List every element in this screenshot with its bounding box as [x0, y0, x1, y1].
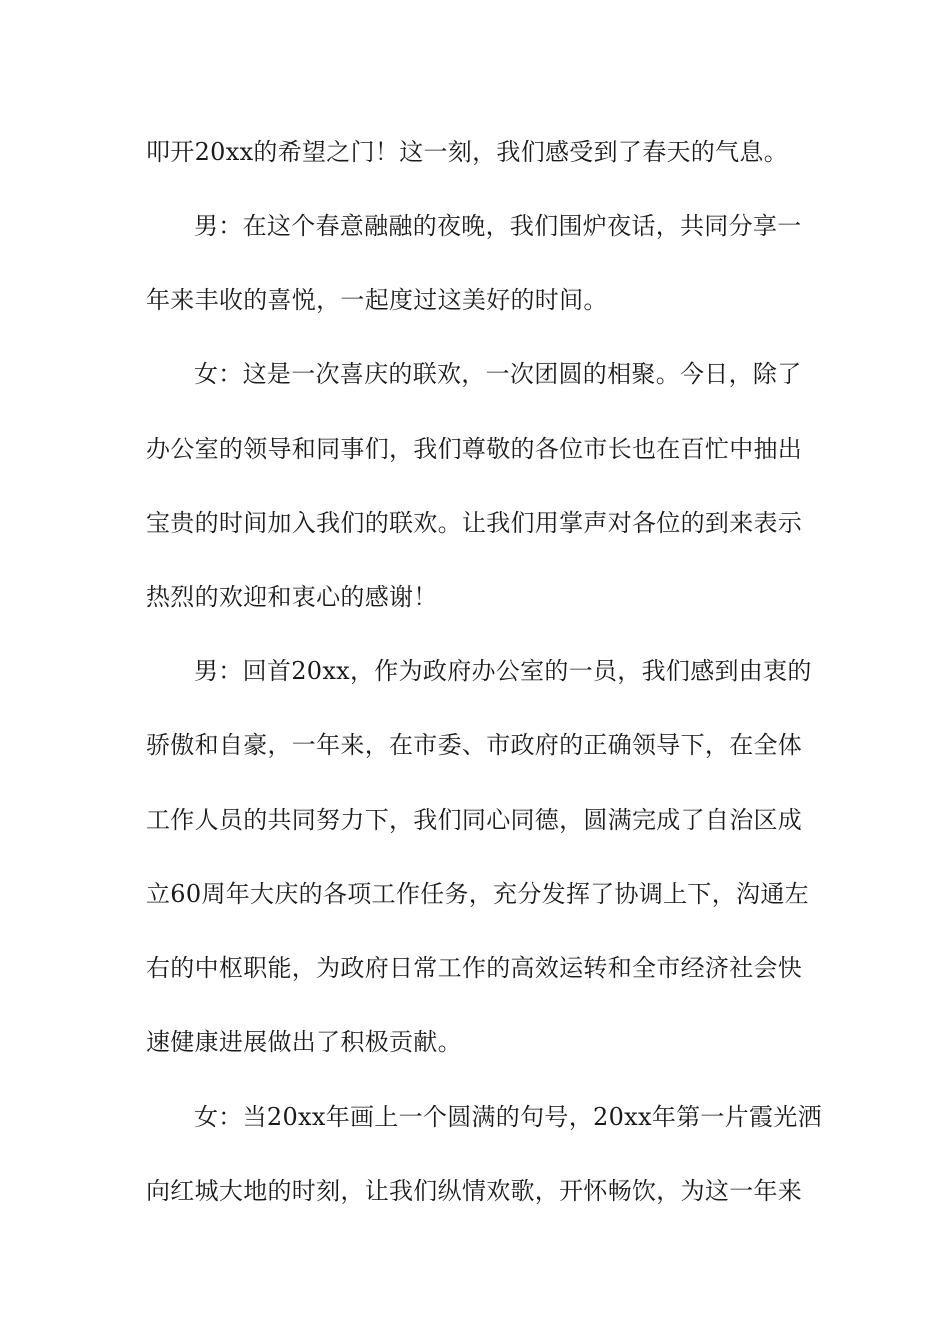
text-line: 右的中枢职能，为政府日常工作的高效运转和全市经济社会快	[146, 954, 803, 982]
text-line: 向红城大地的时刻，让我们纵情欢歌，开怀畅饮，为这一年来	[146, 1177, 803, 1205]
text-line: 年来丰收的喜悦，一起度过这美好的时间。	[146, 286, 608, 314]
text-line: 立60周年大庆的各项工作任务，充分发挥了协调上下，沟通左	[146, 880, 809, 908]
text-line: 女：这是一次喜庆的联欢，一次团圆的相聚。今日，除了	[194, 360, 802, 388]
text-line: 骄傲和自豪，一年来，在市委、市政府的正确领导下，在全体	[146, 731, 803, 759]
text-line: 办公室的领导和同事们，我们尊敬的各位市长也在百忙中抽出	[146, 435, 803, 463]
text-line: 宝贵的时间加入我们的联欢。让我们用掌声对各位的到来表示	[146, 509, 803, 537]
text-line: 男：回首20xx，作为政府办公室的一员，我们感到由衷的	[194, 657, 812, 685]
text-line: 男：在这个春意融融的夜晚，我们围炉夜话，共同分享一	[194, 212, 802, 240]
text-line: 女：当20xx年画上一个圆满的句号，20xx年第一片霞光洒	[194, 1103, 822, 1131]
text-line: 工作人员的共同努力下，我们同心同德，圆满完成了自治区成	[146, 806, 803, 834]
text-line: 热烈的欢迎和衷心的感谢！	[146, 583, 438, 611]
text-line: 叩开20xx的希望之门！这一刻，我们感受到了春天的气息。	[146, 138, 789, 166]
text-line: 速健康进展做出了积极贡献。	[146, 1028, 462, 1056]
